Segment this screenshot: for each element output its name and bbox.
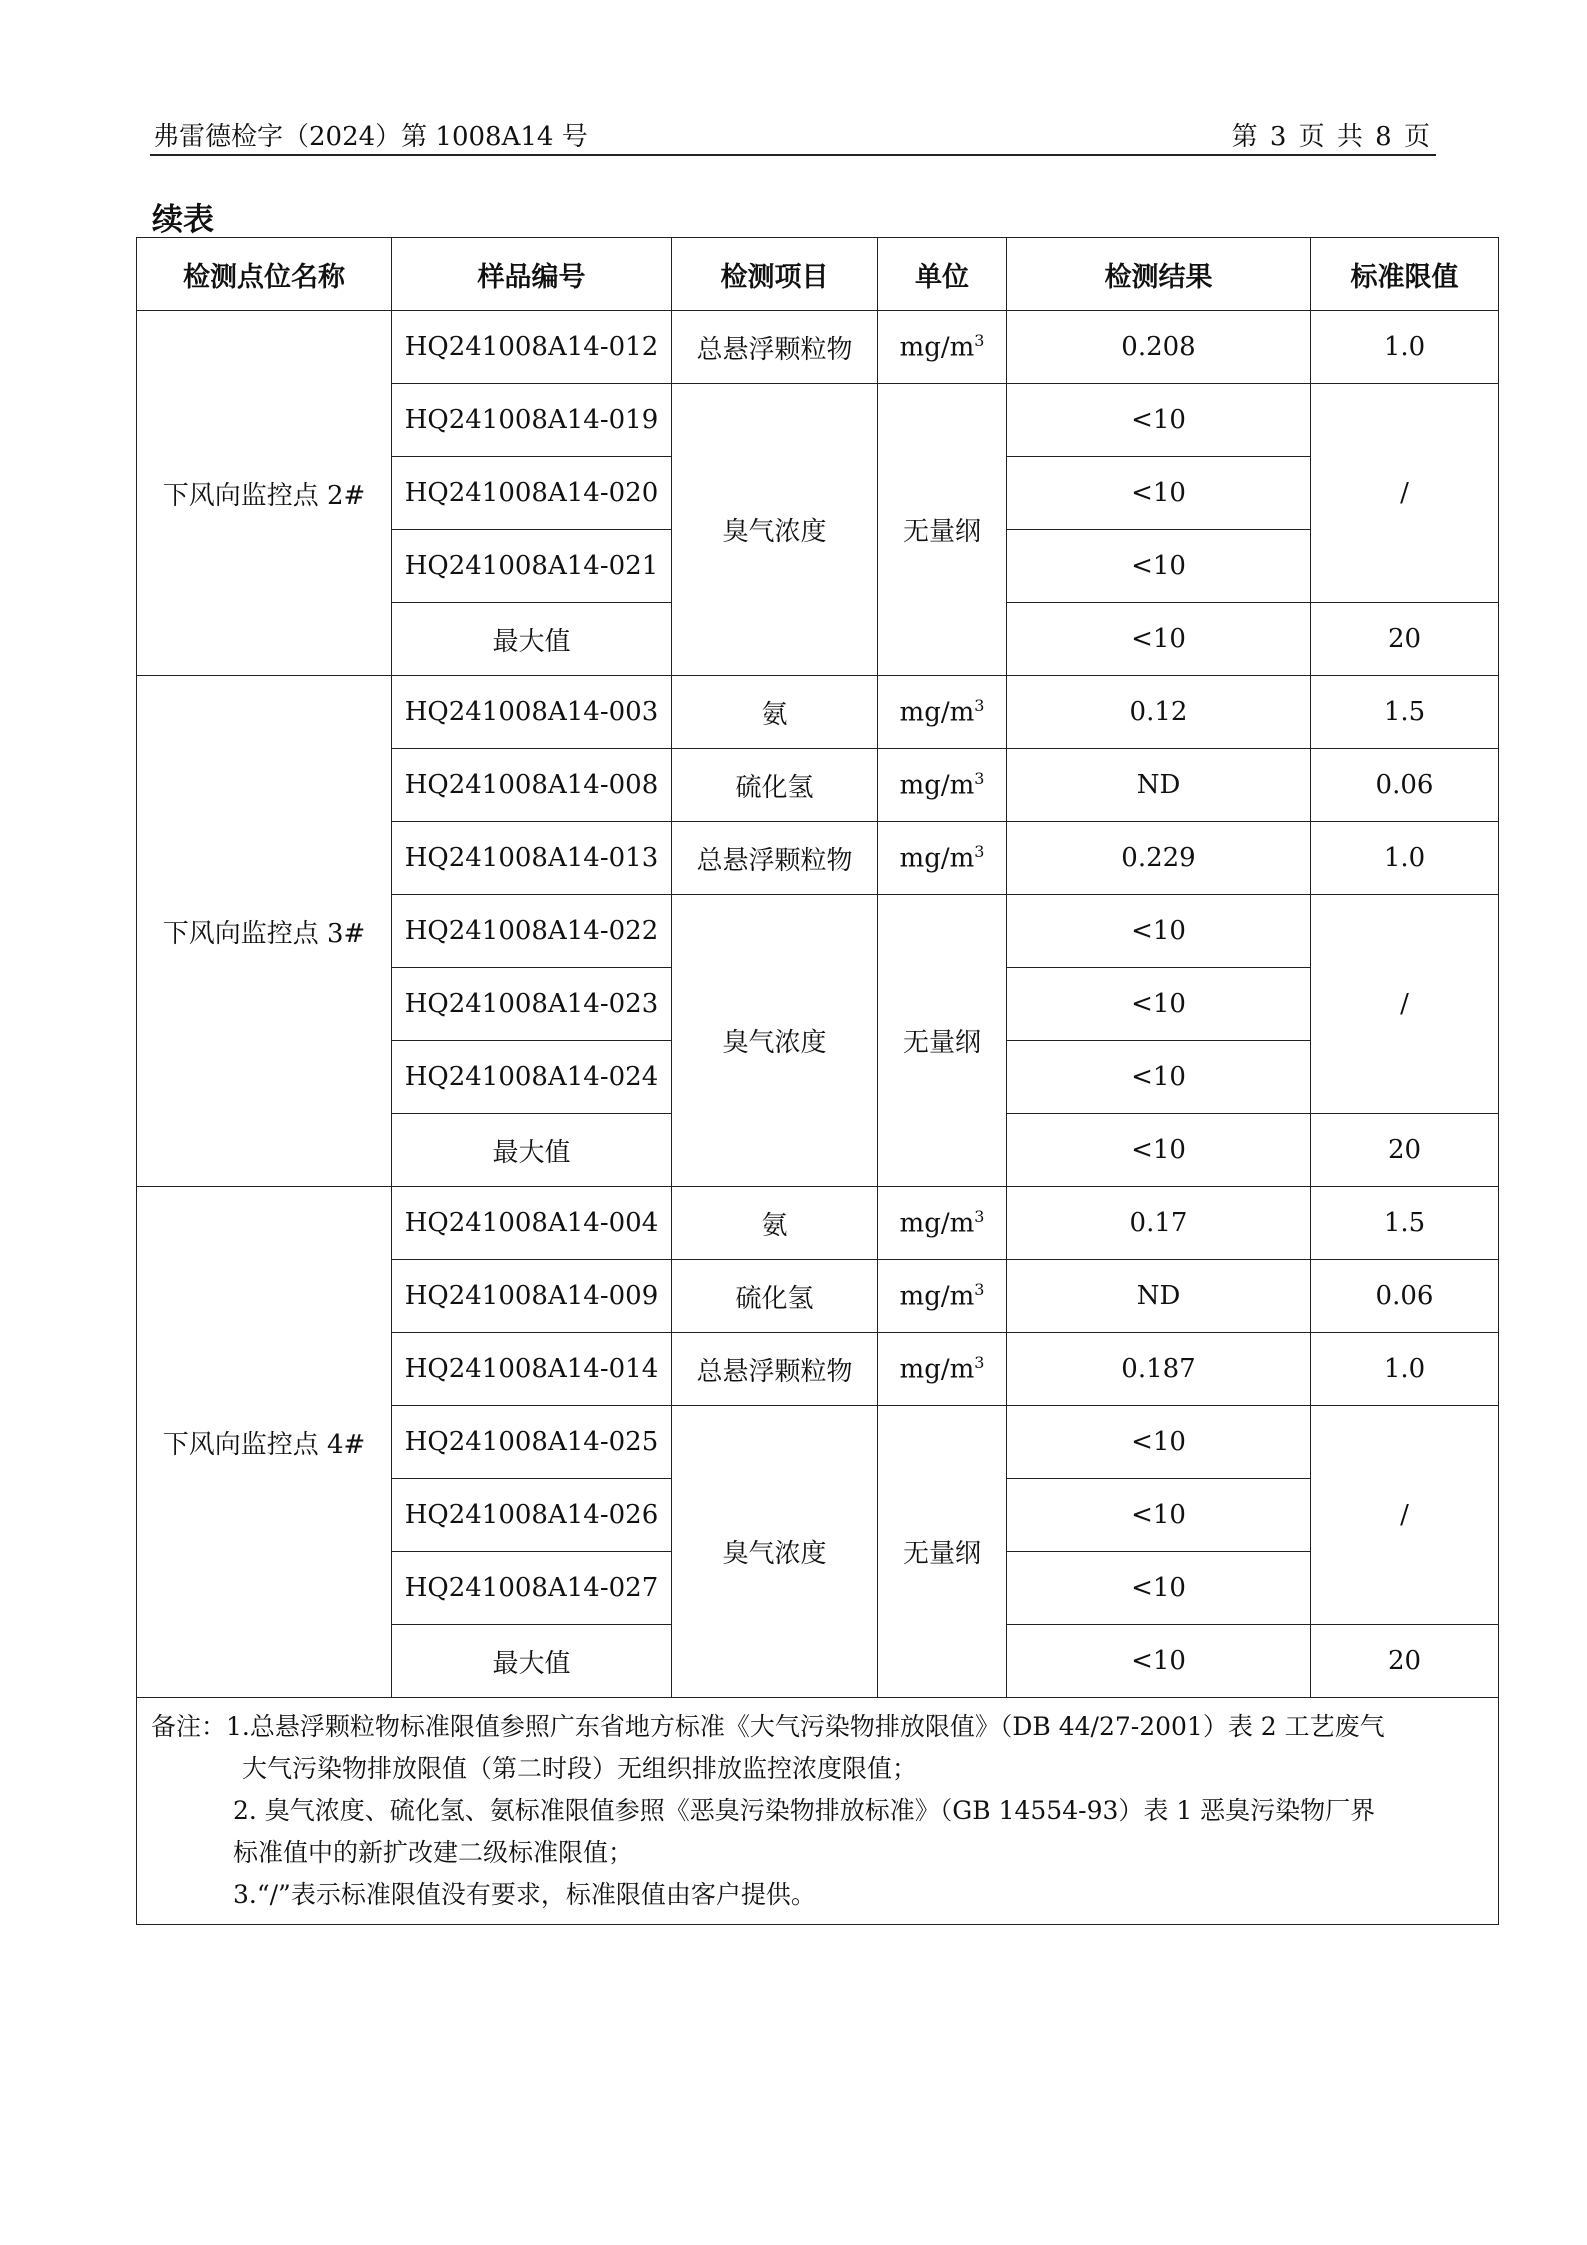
result-value: <10 (1007, 1552, 1311, 1625)
result-value: <10 (1007, 968, 1311, 1041)
header-row (137, 238, 1499, 311)
notes-cell (137, 1698, 1499, 1925)
note-line-4: 标准值中的新扩改建二级标准限值； (233, 1838, 634, 1867)
result-value: <10 (1007, 1406, 1311, 1479)
max-label: 最大值 (392, 603, 672, 676)
test-item: 硫化氢 (672, 749, 878, 822)
table-title: 续表 (152, 202, 214, 238)
report-number: 弗雷德检字（2024）第 1008A14 号 (153, 122, 588, 152)
unit-cell: $mg/m^3$ (878, 676, 1007, 749)
unit-cell: $mg/m^3$ (878, 1187, 1007, 1260)
col-header-limit: 标准限值 (1311, 238, 1499, 311)
unit-cell: 无量纲 (878, 1406, 1007, 1698)
result-value: ND (1007, 749, 1311, 822)
sample-id: HQ241008A14-027 (392, 1552, 672, 1625)
result-value: <10 (1007, 530, 1311, 603)
location-cell: 下风向监控点 3# (137, 676, 392, 1187)
sample-id: HQ241008A14-009 (392, 1260, 672, 1333)
result-value: <10 (1007, 895, 1311, 968)
table-row (137, 311, 1499, 384)
test-item: 总悬浮颗粒物 (672, 311, 878, 384)
sample-id: HQ241008A14-013 (392, 822, 672, 895)
result-value: 0.187 (1007, 1333, 1311, 1406)
location-cell: 下风向监控点 2# (137, 311, 392, 676)
test-item: 臭气浓度 (672, 384, 878, 676)
col-header-unit: 单位 (878, 238, 1007, 311)
col-header-location: 检测点位名称 (137, 238, 392, 311)
max-label: 最大值 (392, 1114, 672, 1187)
limit-value: 1.5 (1311, 676, 1499, 749)
limit-value: 20 (1311, 603, 1499, 676)
result-value: 0.12 (1007, 676, 1311, 749)
test-item: 总悬浮颗粒物 (672, 1333, 878, 1406)
result-value: <10 (1007, 1041, 1311, 1114)
result-value: <10 (1007, 1479, 1311, 1552)
unit-cell: $mg/m^3$ (878, 822, 1007, 895)
note-line-3: 2. 臭气浓度、硫化氢、氨标准限值参照《恶臭污染物排放标准》（GB 14554-93）表 1 恶臭污染物厂界 (233, 1796, 1376, 1825)
limit-value: 20 (1311, 1114, 1499, 1187)
location-cell: 下风向监控点 4# (137, 1187, 392, 1698)
sample-id: HQ241008A14-023 (392, 968, 672, 1041)
notes-row (137, 1698, 1499, 1925)
unit-cell: 无量纲 (878, 895, 1007, 1187)
results-table (136, 237, 1499, 1925)
result-value: <10 (1007, 457, 1311, 530)
col-header-result: 检测结果 (1007, 238, 1311, 311)
max-label: 最大值 (392, 1625, 672, 1698)
limit-value: 0.06 (1311, 1260, 1499, 1333)
unit-cell: 无量纲 (878, 384, 1007, 676)
sample-id: HQ241008A14-020 (392, 457, 672, 530)
result-value: <10 (1007, 603, 1311, 676)
limit-value: / (1311, 384, 1499, 603)
result-value: <10 (1007, 1114, 1311, 1187)
result-value: 0.229 (1007, 822, 1311, 895)
sample-id: HQ241008A14-025 (392, 1406, 672, 1479)
sample-id: HQ241008A14-008 (392, 749, 672, 822)
test-item: 臭气浓度 (672, 895, 878, 1187)
sample-id: HQ241008A14-024 (392, 1041, 672, 1114)
note-line-2: 大气污染物排放限值（第二时段）无组织排放监控浓度限值； (242, 1754, 918, 1783)
unit-cell: $mg/m^3$ (878, 1260, 1007, 1333)
note-line-5: 3.“/”表示标准限值没有要求，标准限值由客户提供。 (233, 1880, 816, 1909)
sample-id: HQ241008A14-004 (392, 1187, 672, 1260)
unit-cell: $mg/m^3$ (878, 311, 1007, 384)
unit-cell: $mg/m^3$ (878, 1333, 1007, 1406)
table-row (137, 1187, 1499, 1260)
limit-value: 1.0 (1311, 822, 1499, 895)
limit-value: 1.5 (1311, 1187, 1499, 1260)
test-item: 硫化氢 (672, 1260, 878, 1333)
page-header (150, 110, 1436, 156)
result-value: <10 (1007, 1625, 1311, 1698)
result-value: ND (1007, 1260, 1311, 1333)
limit-value: 1.0 (1311, 311, 1499, 384)
sample-id: HQ241008A14-021 (392, 530, 672, 603)
table-row (137, 676, 1499, 749)
result-value: 0.17 (1007, 1187, 1311, 1260)
result-value: 0.208 (1007, 311, 1311, 384)
note-line-1: 备注：1.总悬浮颗粒物标准限值参照广东省地方标准《大气污染物排放限值》（DB 44/27-2001）表 2 工艺废气 (151, 1712, 1385, 1741)
test-item: 氨 (672, 676, 878, 749)
test-item: 氨 (672, 1187, 878, 1260)
test-item: 臭气浓度 (672, 1406, 878, 1698)
limit-value: 0.06 (1311, 749, 1499, 822)
col-header-item: 检测项目 (672, 238, 878, 311)
sample-id: HQ241008A14-003 (392, 676, 672, 749)
test-item: 总悬浮颗粒物 (672, 822, 878, 895)
sample-id: HQ241008A14-019 (392, 384, 672, 457)
unit-cell: $mg/m^3$ (878, 749, 1007, 822)
limit-value: 1.0 (1311, 1333, 1499, 1406)
col-header-sample: 样品编号 (392, 238, 672, 311)
sample-id: HQ241008A14-026 (392, 1479, 672, 1552)
page-indicator: 第 3 页 共 8 页 (1231, 122, 1432, 152)
sample-id: HQ241008A14-014 (392, 1333, 672, 1406)
limit-value: 20 (1311, 1625, 1499, 1698)
sample-id: HQ241008A14-012 (392, 311, 672, 384)
limit-value: / (1311, 895, 1499, 1114)
result-value: <10 (1007, 384, 1311, 457)
limit-value: / (1311, 1406, 1499, 1625)
sample-id: HQ241008A14-022 (392, 895, 672, 968)
